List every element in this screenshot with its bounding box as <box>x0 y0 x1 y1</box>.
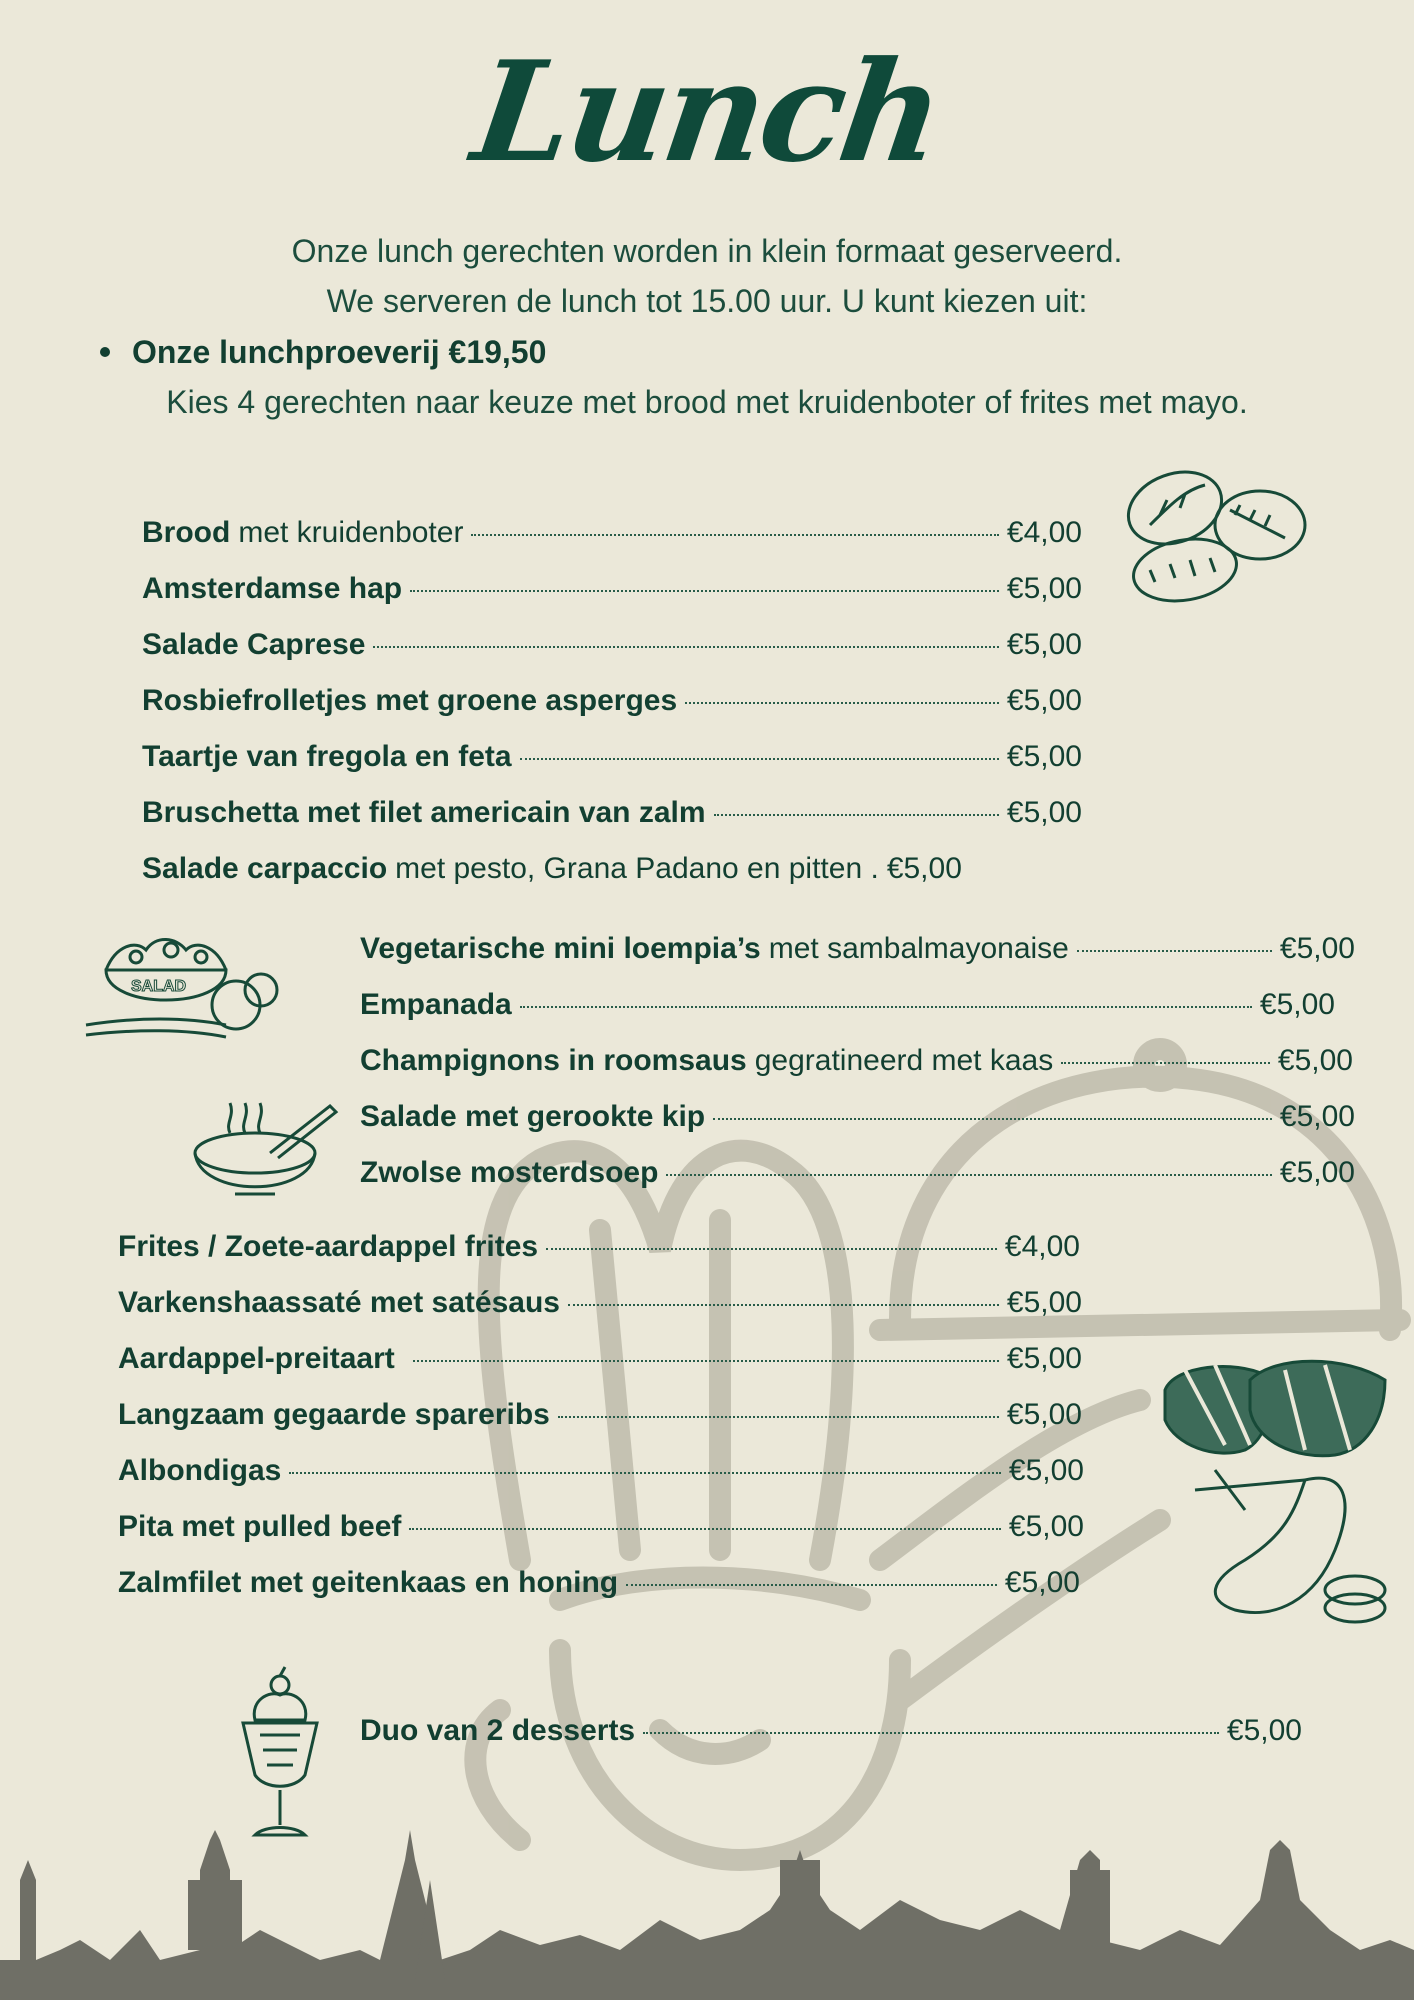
dot-leader <box>289 1472 1001 1474</box>
item-price: €5,00 <box>1006 1286 1082 1319</box>
intro-line-2: We serveren de lunch tot 15.00 uur. U kunt kiezen uit: <box>326 283 1088 319</box>
item-name: Pita met pulled beef <box>118 1510 402 1543</box>
item-name: Duo van 2 desserts <box>360 1714 636 1747</box>
intro-line-1: Onze lunch gerechten worden in klein formaat geserveerd. <box>291 233 1123 269</box>
menu-item <box>360 932 1355 966</box>
item-desc: gegratineerd met kaas <box>754 1044 1054 1077</box>
steak-vegetables-icon <box>1155 1350 1390 1640</box>
bullet-text: Onze lunchproeverij €19,50 <box>132 334 547 370</box>
item-price: €4,00 <box>1004 1230 1080 1263</box>
menu-item <box>142 852 1082 886</box>
menu-item <box>142 684 1082 718</box>
item-name: Varkenshaassaté met satésaus <box>118 1286 560 1319</box>
menu-item <box>118 1286 1082 1320</box>
item-price: €5,00 <box>1006 796 1082 829</box>
menu-item <box>360 1156 1355 1190</box>
item-name: Zwolse mosterdsoep <box>360 1156 659 1189</box>
item-name: Empanada <box>360 988 512 1021</box>
dot-leader <box>626 1584 997 1586</box>
item-name: Salade carpaccio <box>142 852 388 885</box>
dot-leader <box>373 646 998 648</box>
item-price: €5,00 <box>886 852 962 885</box>
menu-item <box>142 796 1082 830</box>
menu-item <box>142 628 1082 662</box>
item-price: €5,00 <box>1006 1342 1082 1375</box>
item-desc: met pesto, Grana Padano en pitten . <box>395 852 879 885</box>
menu-item <box>360 1044 1353 1078</box>
item-price: €5,00 <box>1006 628 1082 661</box>
item-price: €5,00 <box>1259 988 1335 1021</box>
bread-icon <box>1125 460 1310 605</box>
dot-leader <box>471 534 998 536</box>
item-name: Vegetarische mini loempia’s <box>360 932 761 965</box>
dot-leader <box>546 1248 997 1250</box>
menu-item <box>142 572 1082 606</box>
dot-leader <box>413 1360 999 1362</box>
item-name: Albondigas <box>118 1454 282 1487</box>
item-name: Langzaam gegaarde spareribs <box>118 1398 550 1431</box>
dot-leader <box>520 1006 1252 1008</box>
dot-leader <box>1061 1062 1270 1064</box>
menu-item <box>360 988 1335 1022</box>
dot-leader <box>714 814 999 816</box>
menu-item <box>118 1510 1084 1544</box>
item-desc: met kruidenboter <box>238 516 464 549</box>
item-name: Frites / Zoete-aardappel frites <box>118 1230 539 1263</box>
bullet-dot <box>100 347 110 357</box>
menu-item <box>360 1100 1355 1134</box>
item-price: €5,00 <box>1226 1714 1302 1747</box>
dot-leader <box>666 1174 1272 1176</box>
dot-leader <box>568 1304 999 1306</box>
dot-leader <box>410 590 999 592</box>
item-name: Brood <box>142 516 231 549</box>
item-price: €5,00 <box>1006 572 1082 605</box>
dot-leader <box>643 1732 1219 1734</box>
soup-bowl-icon <box>190 1098 340 1213</box>
menu-item <box>118 1454 1084 1488</box>
item-name: Salade met gerookte kip <box>360 1100 706 1133</box>
salad-bowl-icon <box>76 925 281 1055</box>
item-price: €4,00 <box>1006 516 1082 549</box>
item-name: Zalmfilet met geitenkaas en honing <box>118 1566 619 1599</box>
item-name: Amsterdamse hap <box>142 572 403 605</box>
item-price: €5,00 <box>1004 1566 1080 1599</box>
item-name: Bruschetta met filet americain van zalm <box>142 796 706 829</box>
menu-item-dessert <box>360 1714 1302 1748</box>
dot-leader <box>520 758 999 760</box>
menu-item <box>118 1342 1082 1376</box>
dot-leader <box>1077 950 1272 952</box>
item-price: €5,00 <box>1006 1398 1082 1431</box>
dot-leader <box>558 1416 999 1418</box>
dot-leader <box>409 1528 1001 1530</box>
sundae-icon <box>235 1665 325 1850</box>
item-price: €5,00 <box>1279 932 1355 965</box>
lunch-tasting-bullet <box>100 334 546 371</box>
menu-item <box>118 1398 1082 1432</box>
menu-item <box>142 740 1082 774</box>
item-price: €5,00 <box>1279 1156 1355 1189</box>
dot-leader <box>713 1118 1272 1120</box>
item-name: Salade Caprese <box>142 628 366 661</box>
page-title: Lunch <box>464 30 950 193</box>
menu-item <box>118 1230 1080 1264</box>
dot-leader <box>685 702 999 704</box>
item-price: €5,00 <box>1008 1454 1084 1487</box>
item-price: €5,00 <box>1008 1510 1084 1543</box>
menu-item <box>118 1566 1080 1600</box>
item-name: Taartje van fregola en feta <box>142 740 512 773</box>
menu-item <box>142 516 1082 550</box>
svg-text:SALAD: SALAD <box>131 978 187 995</box>
item-name: Aardappel-preitaart <box>118 1342 395 1375</box>
item-price: €5,00 <box>1006 740 1082 773</box>
item-price: €5,00 <box>1277 1044 1353 1077</box>
intro-subline: Kies 4 gerechten naar keuze met brood met kruidenboter of frites met mayo. <box>166 384 1248 420</box>
item-name: Rosbiefrolletjes met groene asperges <box>142 684 678 717</box>
item-name: Champignons in roomsaus <box>360 1044 747 1077</box>
item-desc: met sambalmayonaise <box>768 932 1069 965</box>
item-price: €5,00 <box>1279 1100 1355 1133</box>
item-price: €5,00 <box>1006 684 1082 717</box>
